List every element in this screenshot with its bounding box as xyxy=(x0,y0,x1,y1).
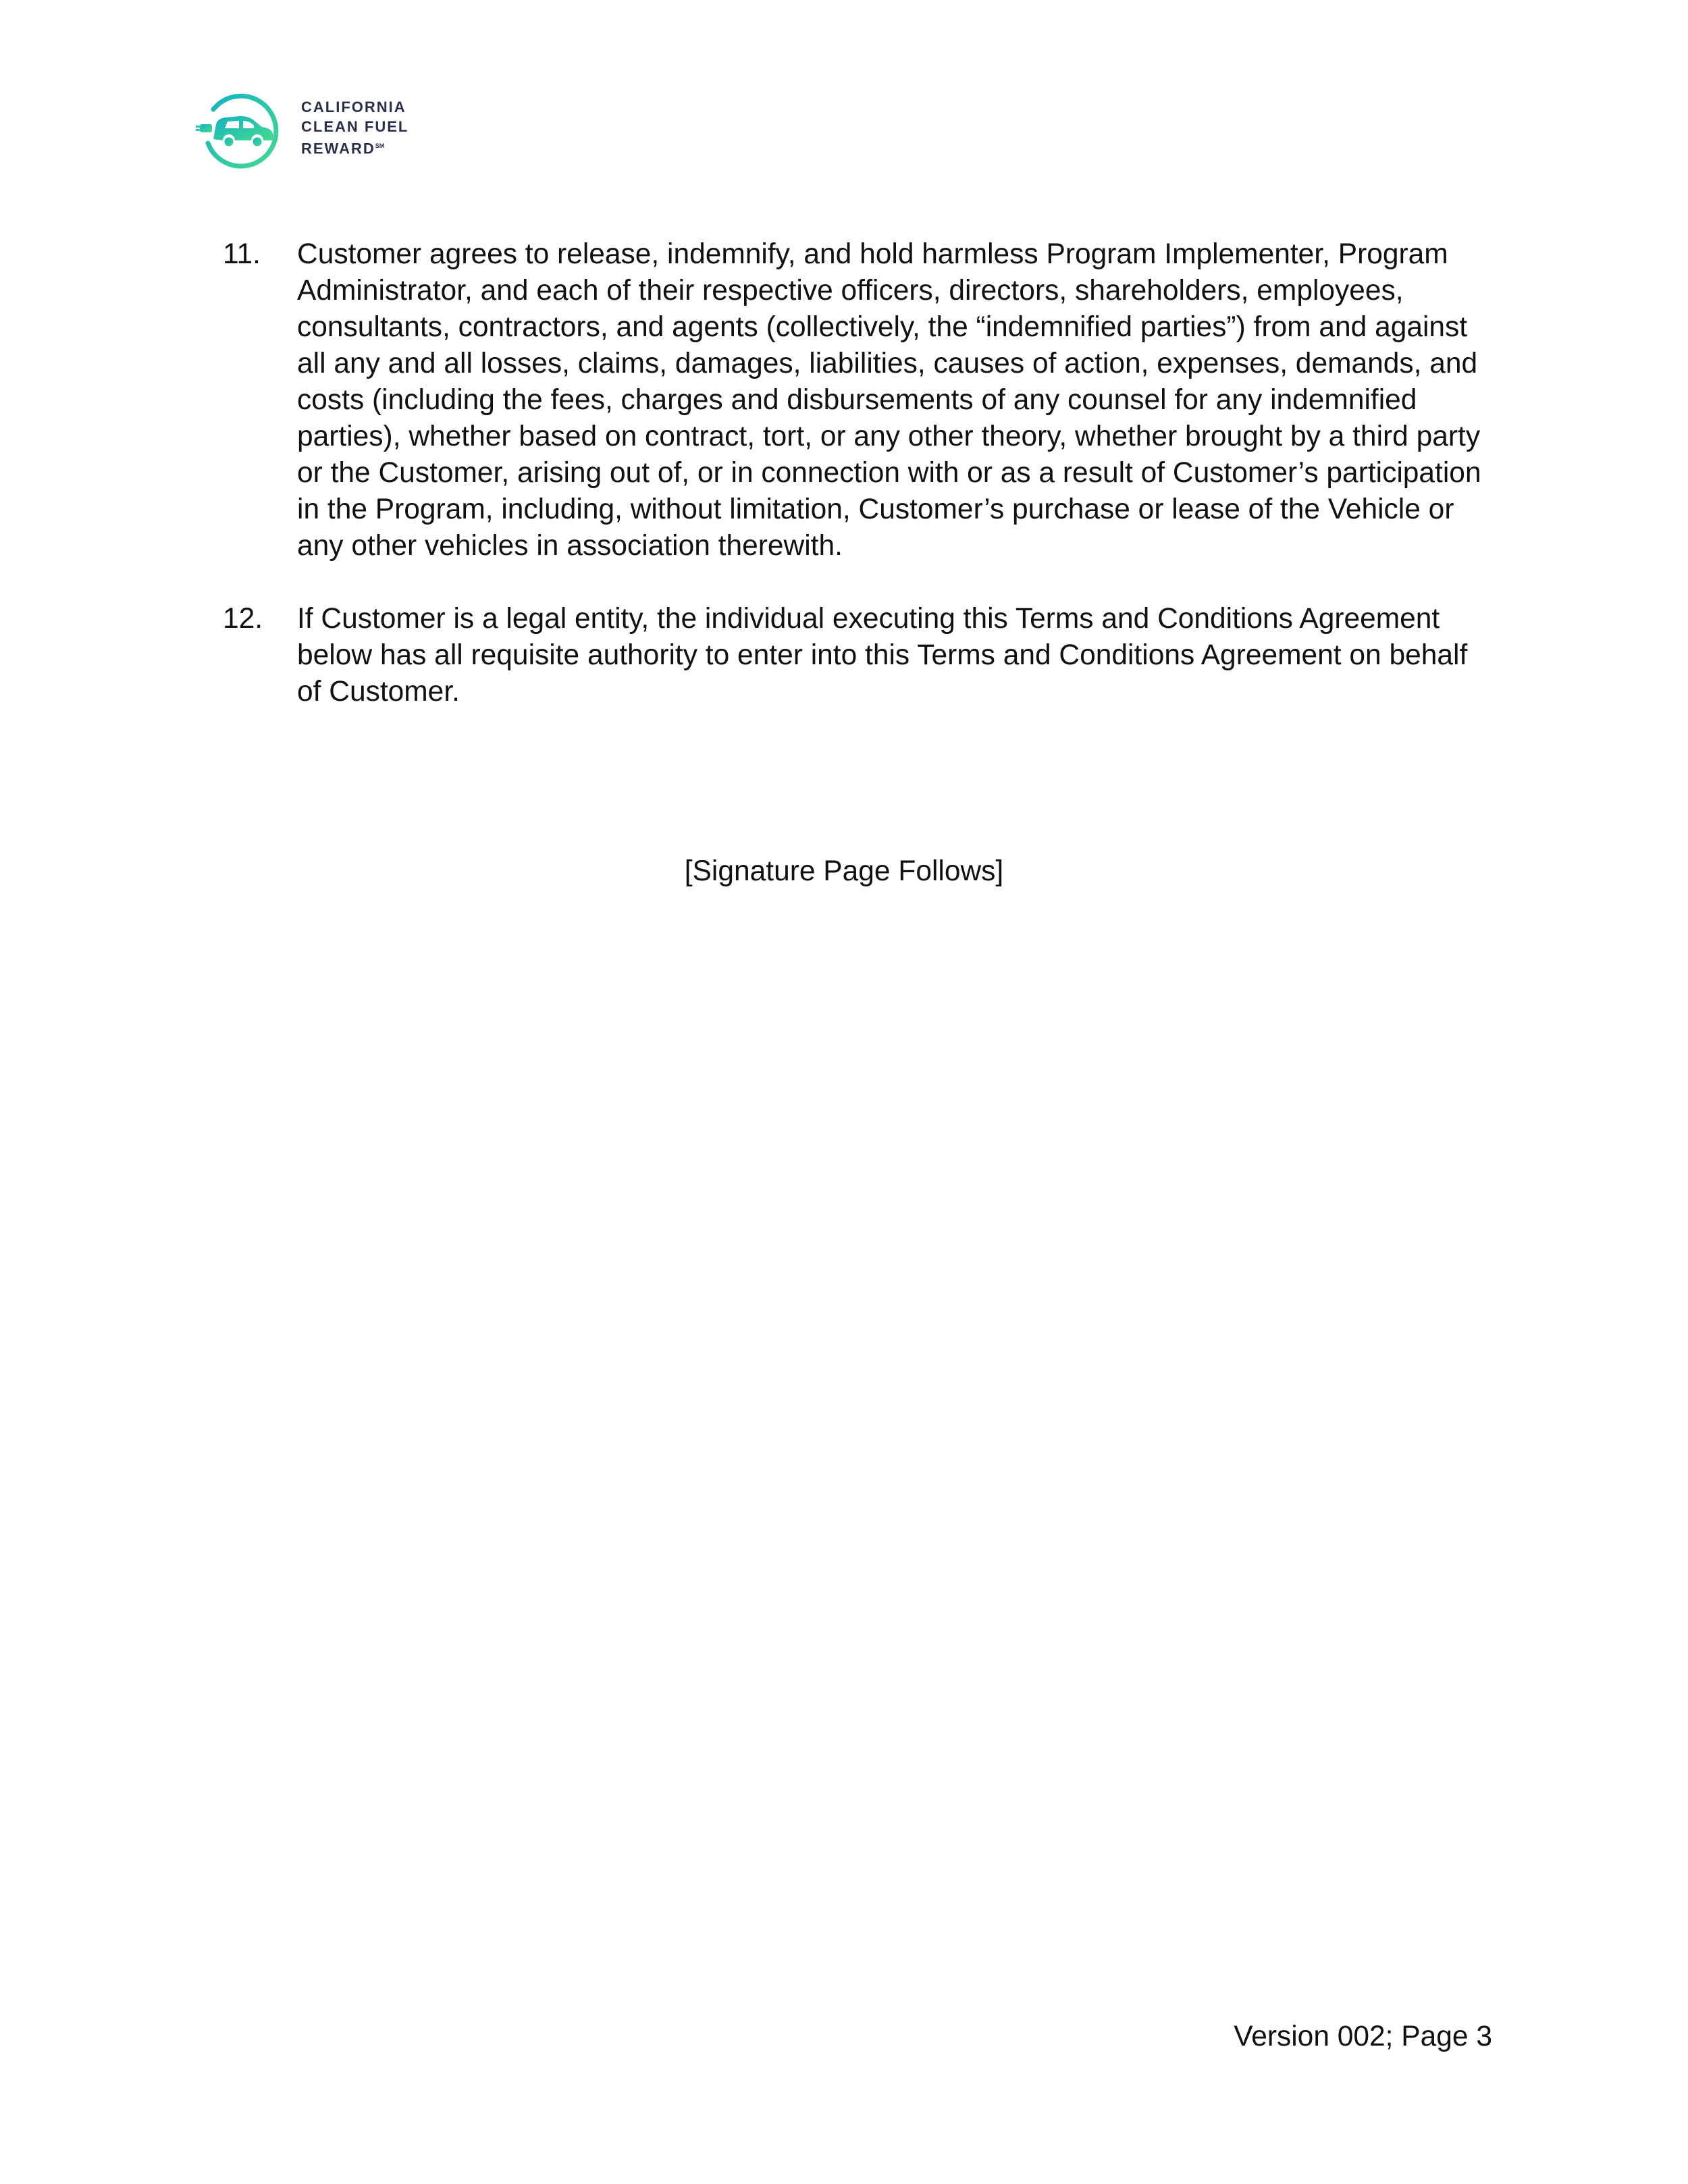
clause-text: If Customer is a legal entity, the individual executing this Terms and Conditions Agreement below has all requisite authority to enter into this Terms and Conditions Agreement on behalf of Customer. xyxy=(297,603,1468,708)
terms-clauses xyxy=(223,236,1492,710)
ev-plug-car-icon xyxy=(196,81,284,169)
page-footer: Version 002; Page 3 xyxy=(1234,2021,1492,2052)
logo-line-3-text: REWARD xyxy=(301,140,375,157)
program-logo xyxy=(196,81,520,169)
clause-12 xyxy=(223,601,1492,710)
clause-11 xyxy=(223,236,1492,564)
logo-line-1: CALIFORNIA xyxy=(301,99,406,115)
clause-text: Customer agrees to release, indemnify, and hold harmless Program Implementer, Program Administrator, and each of their respective officers, directors, shareholders, employees, consultants, contractors, and agents (collectively, the “indemnified parties”) from and against all any and all losses, claims, damages, liabilities, causes of action, expenses, demands, and costs (including the fees, charges and disbursements of any counsel for any indemnified parties), whether based on contract, tort, or any other theory, whether brought by a third party or the Customer, arising out of, or in connection with or as a result of Customer’s participation in the Program, including, without limitation, Customer’s purchase or lease of the Vehicle or any other vehicles in association therewith. xyxy=(297,238,1481,562)
logo-line-2: CLEAN FUEL xyxy=(301,118,409,135)
clause-number: 12. xyxy=(223,603,263,635)
logo-wordmark xyxy=(301,97,408,158)
service-mark: SM xyxy=(375,142,385,149)
clause-number: 11. xyxy=(223,238,261,270)
logo-line-3 xyxy=(301,136,408,158)
signature-page-note: [Signature Page Follows] xyxy=(684,855,1004,887)
